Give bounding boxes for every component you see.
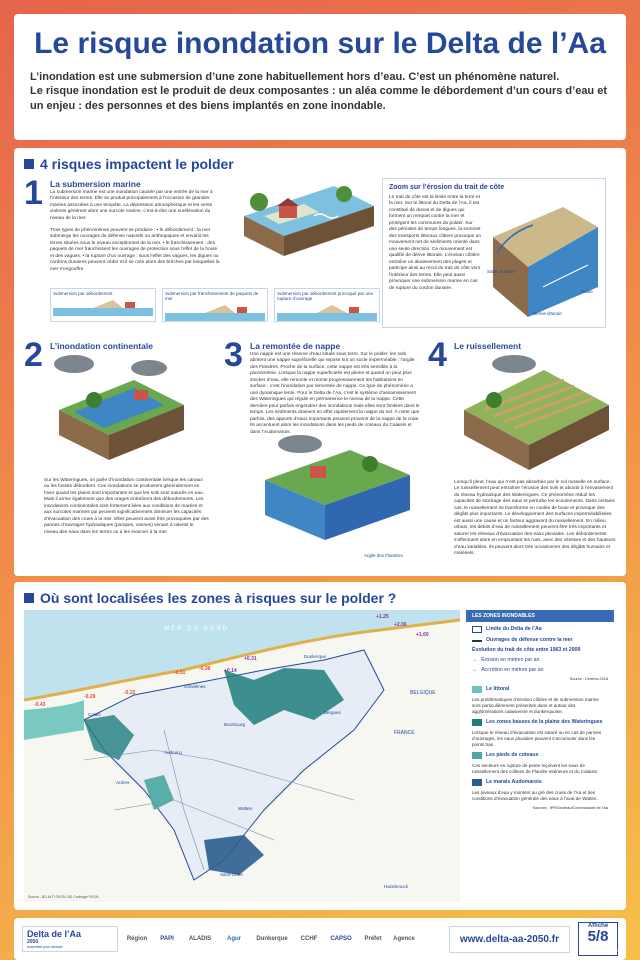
map-label-france: FRANCE	[394, 730, 415, 736]
map-section-title: Où sont localisées les zones à risques sur le polder ?	[24, 590, 616, 606]
map-section	[14, 582, 626, 910]
partner-logo: Région	[126, 936, 148, 942]
partner-logo: PAPI	[160, 936, 174, 942]
submersion-types	[50, 288, 374, 322]
legend-source-2: Sources : IPR/Gesteau/Communauté de l’Aa	[532, 805, 608, 810]
accretion-value: +2.06	[394, 622, 407, 628]
legend-zone-text: Ces secteurs en rupture de pente reçoivent les eaux de ruissellement des collines de Flandre intérieure et du Calaisis.	[472, 762, 599, 774]
groundwater-illustration	[250, 430, 420, 560]
legend-zone-slopes: Les pieds de coteaux	[472, 752, 608, 759]
map-town: Dunkerque	[304, 654, 327, 659]
footer	[14, 918, 626, 960]
coastline-illustration	[483, 197, 603, 325]
section-marker	[24, 159, 34, 169]
intro-line-2: Le risque inondation est le produit de deux composantes : un aléa comme le débordement d’un cours d’eau et un enjeu : des personnes et des biens implantés en zone inondable.	[30, 85, 607, 113]
map-label-belgique: BELGIQUE	[410, 690, 436, 696]
map-town: Audruicq	[164, 750, 182, 755]
accretion-value: +1.60	[416, 632, 429, 638]
risk-title: La submersion marine	[50, 179, 141, 189]
risk-title: L’inondation continentale	[50, 341, 153, 351]
partner-logo: Préfet	[364, 936, 382, 942]
risk-2	[24, 338, 214, 568]
accretion-value: +1.25	[376, 614, 389, 620]
map-source: Source : BD ALTI ®/IGN, BD Carthage ®/IGN	[28, 895, 99, 899]
intro-line-1: L’inondation est une submersion d’une zone habituellement hors d’eau. C’est un phénomène naturel.	[30, 70, 560, 83]
erosion-value: -0.29	[84, 694, 96, 700]
risk-1	[24, 176, 384, 326]
accretion-value: +0.14	[224, 668, 237, 674]
map-town: Saint-Omer	[220, 872, 244, 877]
continental-flood-illustration	[44, 350, 194, 470]
partner-logo: CCHF	[300, 936, 318, 942]
zoom-label-swell: Houle	[581, 289, 593, 294]
website-link[interactable]: www.delta-aa-2050.fr	[449, 926, 570, 953]
risk-text: Une nappe est une réserve d’eau située sous terre. Sur le polder, les sols abritent une nappe superficielle qui repose sur un socle imperméable : l’argile des Flandres. Proche de la surface, cette nappe est très sensible à la pluviométrie. Lorsque la nappe superficielle est pleine et quand on peut plus stocker d’eau, elle remonte et monte progressivement les habitations en surface : c’est l’inondation par remontée de nappe. Ce type de phénomène a une dynamique lente. Pour le Delta de l’Aa, c’est le système d’assainissement des Wateringues qui régule en permanence le niveau de la nappe. Cette dernière peut parfois engendrer des inondations mais elles sont limitées dans le temps. Les sédiments drainent en effet rapidement la nappe du sol. À noter que parfois, des apports d’eaux importants peuvent provenir de la nappe de la craie. Ils accentuent alors les inondations dans les pieds de coteaux du Calaisis et dans l’Audomarois.	[250, 352, 420, 435]
partner-logo: Dunkerque	[256, 936, 288, 942]
legend-delta-limit: Limite du Delta de l’Aa	[472, 626, 608, 633]
map-town: Hazebrouck	[384, 884, 409, 889]
risk-text-2: Trois types de phénomènes peuvent se produire : • le débordement : la mer submerge les ouvrages de défense naturels ou anthropiques et envahit les terres situées sous le niveau exceptionnel de la mer. • le franchissement : des paquets de mer franchissent les ouvrages de protection sous l’effet de la houle et des vagues. • la rupture d’un ouvrage : sous l’effet des vagues, les digues ou cordons dunaires peuvent céder et il se crée alors des brèches par lesquelles la mer s’engouffre.	[50, 228, 220, 272]
legend-head: LES ZONES INONDABLES	[466, 610, 614, 622]
zoom-label-drift: Dérive littorale	[533, 311, 562, 316]
legend-zone-marsh: Le marais Audomarois	[472, 779, 608, 786]
risk-title: Le ruissellement	[454, 341, 522, 351]
risk-number: 2	[24, 336, 43, 374]
erosion-value: -0.51	[174, 670, 186, 676]
map-town: Ardres	[116, 780, 130, 785]
accretion-value: +0.31	[244, 656, 257, 662]
legend-accretion: → Accrétion en mètres par an	[472, 667, 544, 673]
submersion-type-2: Submersion par franchissement de paquets de mer	[162, 288, 268, 322]
map-label-sea: MER DU NORD	[164, 626, 229, 632]
flood-zones-map	[24, 610, 460, 902]
map-town: Bergues	[324, 710, 341, 715]
risks-section	[14, 148, 626, 576]
risks-section-title: 4 risques impactent le polder	[24, 156, 616, 172]
submersion-illustration	[224, 176, 384, 266]
risk-4	[428, 338, 618, 568]
partner-logo: CAPSO	[330, 936, 352, 942]
submersion-type-3: Submersion par débordement provoqué par une rupture d’ouvrage	[274, 288, 380, 322]
map-town: Bourbourg	[224, 722, 246, 727]
zoom-title: Zoom sur l’érosion du trait de côte	[389, 184, 505, 191]
risk-text: Lorsqu’il pleut, l’eau qui n’est pas absorbée par le sol ruisselle en surface. Le ruissellement peut entraîner l’érosion des sols et aboutir à l’envasement du réseau hydraulique des Wateringues. Ce phénomène réduit les capacités de stockage des eaux et perturbe les écoulements. Dans certains cas, le ruissellement se transforme en coulée de boue et provoque des dégâts plus importants. Le développement des surfaces imperméabilisées est aussi une cause et un facteur aggravant du ruissellement. En milieu urbain, les débits d’eau de ruissellement peuvent être très importants et saturer les réseaux d’évacuation des eaux pluviales. Les débordements s’effectuent alors en empruntant les rues, avec des vitesses et des hauteurs d’eau variables. Ils peuvent alors très occasionner des dégâts humains et matériels.	[454, 480, 616, 557]
map-town: Watten	[238, 806, 253, 811]
zoom-label-sand: Sable dunaire	[487, 269, 515, 274]
map-graphic	[24, 610, 460, 902]
legend-zone-lowlands: Les zones basses de la plaine des Wateringues	[472, 719, 608, 726]
coastline-zoom-panel	[382, 178, 606, 328]
legend-source-1: Source : Cerema 2018	[569, 677, 608, 681]
credit: Réalisation VRF 2019	[585, 948, 624, 953]
risk-number: 4	[428, 336, 447, 374]
legend-zone-text: Les problématiques d’érosion côtière et de submersion marine sont particulièrement présentes dans et autour des agglomérations calaisienne et dunkerquoise.	[472, 696, 599, 714]
page-title: Le risque inondation sur le Delta de l’Aa	[34, 27, 606, 60]
erosion-value: -0.22	[124, 690, 136, 696]
clay-label: Argile des Flandres	[364, 553, 403, 558]
risk-text: La submersion marine est une inondation causée par une entrée de la mer à l’intérieur des terres. Elle se produit principalement à l’occasion de grandes marées associées à une tempête. La dépression atmosphérique et les vents violents génèrent alors une surcote marine, c’est-à-dire une surélévation du niveau de la mer.	[50, 190, 213, 221]
partner-logo: Agence	[393, 936, 415, 942]
erosion-value: -0.38	[199, 666, 211, 672]
section-marker	[24, 593, 34, 603]
legend-zone-text: Lorsque le réseau d’évacuation est saturé ou en cas de pannes d’ouvrages, les eaux pluviales peuvent s’accumuler dans les points bas.	[472, 729, 602, 747]
partner-logo: ALADIS	[188, 936, 212, 942]
legend-zone-littoral: Le littoral	[472, 686, 608, 693]
partner-logo: Agur	[227, 936, 241, 942]
risk-title: La remontée de nappe	[250, 341, 341, 351]
erosion-value: -0.43	[34, 702, 46, 708]
risk-text: Sur les Wateringues, on parle d’inondation continentale lorsque les canaux ou les fossés débordent. Ces inondations se produisent généralement en hiver quand les pluies sont importantes et que les sols sont saturés en eau. Mais il arrive également que des orages entraînent des débordements. Les inondations continentales sont fortement liées aux conditions de marées et aux surcotes marines qui peuvent significativement diminuer les capacités d’évacuation des crues à la mer. Elles peuvent aussi être provoquées par des pannes d’ouvrages hydrauliques (pompes, vannes) venant à ralentir le niveau des eaux dans les terres ou à les évacuer à la mer.	[44, 478, 209, 535]
map-town: Gravelines	[184, 684, 206, 689]
legend-defenses: Ouvrages de défense contre la mer	[472, 637, 608, 643]
risk-3	[224, 338, 424, 568]
legend-erosion: → Érosion en mètres par an	[472, 657, 540, 663]
brand-logo: Delta de l’Aa 2050 ensemble pour demain	[22, 926, 118, 952]
poster-number: Affiche 5/8	[578, 922, 618, 956]
submersion-type-1: Submersion par débordement	[50, 288, 156, 322]
risk-number: 1	[24, 174, 43, 212]
legend-zone-text: Les niveaux d’eau y montent au gré des crues de l’Aa et des conditions d’évacuation générale des eaux à l’aval de Watten.	[472, 789, 598, 801]
runoff-illustration	[454, 350, 614, 480]
header-panel	[14, 14, 626, 140]
map-legend	[466, 610, 614, 902]
map-town: Calais	[88, 712, 101, 717]
legend-coastline-evolution: Évolution du trait de côte entre 1963 et 2009	[472, 647, 581, 653]
risk-number: 3	[224, 336, 243, 374]
zoom-text: Le trait de côte est la limite entre la terre et la mer. Sur le littoral du Delta de l’Aa, il est constitué de dunes et de digues qui forment un rempart contre la mer et protègent les communes du polder. Sur des périodes de temps longues, la sommet des transports littoraux côtiers provoque un mouvement net de sédiments orienté dans une seule direction. Ce mouvement est qualifié de dérive littorale. L’érosion côtière entraîne un abaissement des plages et participe ainsi au recul du trait de côte vers l’intérieur des terres. Elle peut aussi provoquer une submersion marine en cas de rupture du cordon dunaire.	[389, 195, 481, 291]
